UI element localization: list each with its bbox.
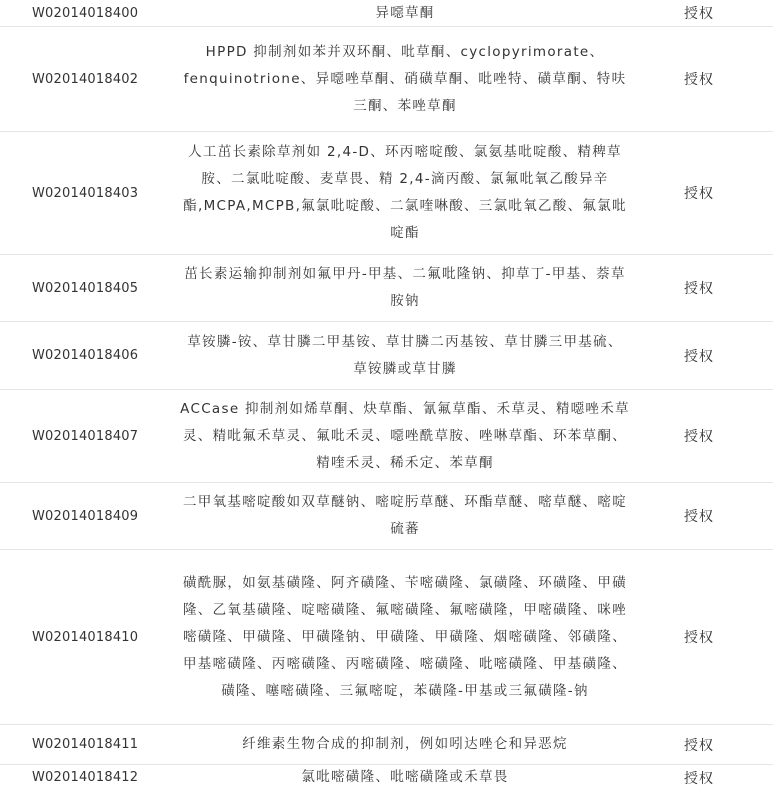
registration-number: W02014018402 — [32, 71, 139, 87]
registration-number: W02014018400 — [32, 5, 139, 21]
registration-number: W02014018406 — [32, 348, 139, 363]
table-row — [0, 27, 773, 132]
registration-number: W02014018407 — [32, 428, 139, 444]
registration-number: W02014018411 — [32, 737, 139, 752]
status-label: 授权 — [684, 630, 714, 646]
status-label: 授权 — [684, 348, 714, 365]
active-ingredient-description: 二甲氧基嘧啶酸如双草醚钠、嘧啶肟草醚、环酯草醚、嘧草醚、嘧啶硫蕃 — [183, 494, 627, 537]
active-ingredient-description: 磺酰脲，如氨基磺隆、阿齐磺隆、苄嘧磺隆、氯磺隆、环磺隆、甲磺隆、乙氧基磺隆、啶嘧磺隆、氟嘧磺隆、氟嘧磺隆，甲嘧磺隆、咪唑嘧磺隆、甲磺隆、甲磺隆钠、甲磺隆、甲磺隆、烟嘧磺隆、邻磺隆、甲基嘧磺隆、丙嘧磺隆、丙嘧磺隆、嘧磺隆、吡嘧磺隆、甲基磺隆、磺隆、噻嘧磺隆、三氟嘧啶，苯磺隆-甲基或三氟磺隆-钠 — [183, 574, 627, 699]
status-label: 授权 — [684, 429, 714, 445]
active-ingredient-description: 异噁草酮 — [375, 4, 435, 21]
active-ingredient-description: 茁长素运输抑制剂如氟甲丹-甲基、二氟吡隆钠、抑草丁-甲基、萘草胺钠 — [184, 266, 626, 309]
active-ingredient-description: ACCase 抑制剂如烯草酮、炔草酯、氰氟草酯、禾草灵、精噁唑禾草灵、精吡氟禾草灵、氟吡禾灵、噁唑酰草胺、唑啉草酯、环苯草酮、精喹禾灵、稀禾定、苯草酮 — [180, 400, 630, 471]
active-ingredient-description: 氯吡嘧磺隆、吡嘧磺隆或禾草畏 — [301, 769, 509, 785]
registration-number: W02014018403 — [32, 185, 139, 201]
registration-number: W02014018405 — [32, 280, 139, 296]
status-label: 授权 — [684, 770, 714, 787]
status-label: 授权 — [684, 281, 714, 297]
table-row — [0, 0, 773, 27]
table-row — [0, 483, 773, 550]
active-ingredient-description: 人工茁长素除草剂如 2,4-D、环丙嘧啶酸、氯氨基吡啶酸、精稗草胺、二氯吡啶酸、麦草畏、精 2,4-滴丙酸、氯氟吡氧乙酸异辛酯,MCPA,MCPB,氟氯吡啶酸、二氯喹啉酸、三氯吡氧乙酸、氟氯吡啶酯 — [183, 144, 627, 241]
status-label: 授权 — [684, 509, 714, 525]
table-row — [0, 725, 773, 765]
table-row — [0, 765, 773, 790]
status-label: 授权 — [684, 72, 714, 88]
table-row — [0, 255, 773, 322]
table-row — [0, 132, 773, 255]
registration-number: W02014018412 — [32, 770, 139, 785]
registration-number: W02014018409 — [32, 508, 139, 524]
status-label: 授权 — [684, 186, 714, 202]
status-label: 授权 — [684, 6, 714, 22]
table-row — [0, 550, 773, 725]
active-ingredient-description: HPPD 抑制剂如苯并双环酮、吡草酮、cyclopyrimorate、fenquinotrione、异噁唑草酮、硝磺草酮、吡唑特、磺草酮、特呋三酮、苯唑草酮 — [183, 43, 627, 114]
table-row — [0, 390, 773, 483]
table-row — [0, 322, 773, 390]
active-ingredient-description: 草铵膦-铵、草甘膦二甲基铵、草甘膦二丙基铵、草甘膦三甲基硫、草铵膦或草甘膦 — [187, 333, 623, 377]
status-label: 授权 — [684, 737, 714, 754]
active-ingredient-description: 纤维素生物合成的抑制剂，例如吲达唑仑和异恶烷 — [242, 736, 568, 752]
registration-number: W02014018410 — [32, 629, 139, 645]
